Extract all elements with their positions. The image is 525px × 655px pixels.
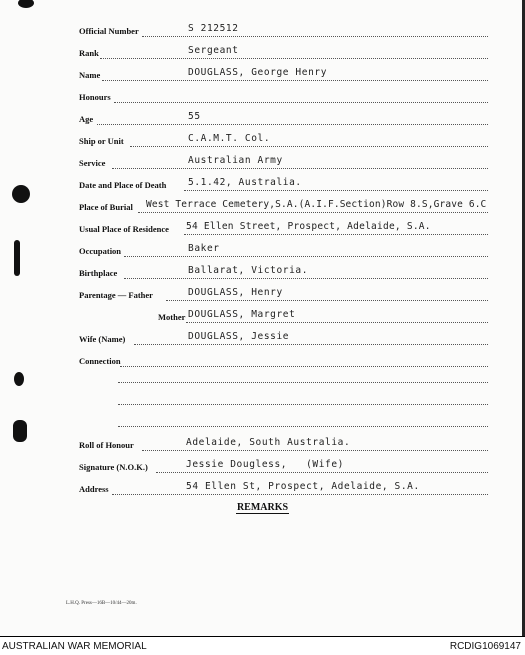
dotted-rule (184, 190, 488, 191)
dotted-rule (156, 472, 488, 473)
field-value: Ballarat, Victoria. (188, 265, 309, 276)
field-label: Roll of Honour (79, 440, 134, 450)
field-label: Usual Place of Residence (79, 224, 169, 234)
dotted-rule (124, 278, 488, 279)
dotted-rule (124, 256, 488, 257)
field-value: 55 (188, 111, 201, 122)
field-label: Signature (N.O.K.) (79, 462, 148, 472)
field-value: 54 Ellen St, Prospect, Adelaide, S.A. (186, 481, 420, 492)
field-label: Service (79, 158, 106, 168)
field-value: 54 Ellen Street, Prospect, Adelaide, S.A. (186, 221, 431, 232)
dotted-rule (114, 102, 488, 103)
dotted-rule (100, 58, 488, 59)
field-value: S 212512 (188, 23, 239, 34)
field-value: 5.1.42, Australia. (188, 177, 302, 188)
field-label: Occupation (79, 246, 122, 256)
field-signature-nok (0, 460, 525, 474)
field-label: Wife (Name) (79, 334, 126, 344)
field-value: C.A.M.T. Col. (188, 133, 271, 144)
archive-footer (0, 636, 525, 655)
dotted-rule (142, 36, 488, 37)
field-value: Sergeant (188, 45, 239, 56)
record-id: RCDIG1069147 (449, 641, 521, 652)
field-service (0, 156, 525, 170)
punch-hole-mark (18, 0, 34, 8)
dotted-rule (166, 300, 488, 301)
field-name (0, 68, 525, 82)
field-label: Honours (79, 92, 111, 102)
field-ship-or-unit (0, 134, 525, 148)
field-label: Connection (79, 356, 121, 366)
field-rank (0, 46, 525, 60)
field-age (0, 112, 525, 126)
field-label: Place of Burial (79, 202, 133, 212)
field-label: Official Number (79, 26, 139, 36)
field-label: Mother (158, 312, 186, 322)
field-connection (0, 354, 525, 368)
dotted-rule (112, 168, 488, 169)
field-value: Baker (188, 243, 220, 254)
dotted-rule (120, 366, 488, 367)
field-usual-residence (0, 222, 525, 236)
connection-extra-line (118, 382, 488, 383)
dotted-rule (130, 146, 488, 147)
punch-hole-mark (14, 372, 24, 386)
dotted-rule (186, 322, 488, 323)
connection-extra-line (118, 426, 488, 427)
dotted-rule (97, 124, 488, 125)
institution-name: AUSTRALIAN WAR MEMORIAL (2, 641, 147, 652)
dotted-rule (134, 344, 488, 345)
field-place-of-burial (0, 200, 525, 214)
field-value: DOUGLASS, Jessie (188, 331, 290, 342)
field-parentage-father (0, 288, 525, 302)
field-occupation (0, 244, 525, 258)
field-address (0, 482, 525, 496)
remarks-heading-text: REMARKS (236, 502, 289, 513)
field-label: Parentage — Father (79, 290, 153, 300)
form-print-number: L.H.Q. Press—16B—10/44—20m. (66, 601, 137, 606)
field-birthplace (0, 266, 525, 280)
dotted-rule (138, 212, 488, 213)
dotted-rule (184, 234, 488, 235)
field-wife-name (0, 332, 525, 346)
field-parentage-mother (0, 310, 525, 324)
field-label: Ship or Unit (79, 136, 124, 146)
field-label: Date and Place of Death (79, 180, 167, 190)
dotted-rule (112, 494, 488, 495)
field-value: Jessie Dougless, (Wife) (186, 459, 344, 470)
dotted-rule (142, 450, 488, 451)
field-date-place-of-death (0, 178, 525, 192)
connection-extra-line (118, 404, 488, 405)
field-label: Birthplace (79, 268, 118, 278)
field-value: Australian Army (188, 155, 283, 166)
field-honours (0, 90, 525, 104)
field-label: Rank (79, 48, 99, 58)
field-label: Address (79, 484, 109, 494)
field-value: West Terrace Cemetery,S.A.(A.I.F.Section)Row 8.S,Grave 6.C (146, 199, 487, 210)
field-value: DOUGLASS, Margret (188, 309, 296, 320)
field-official-number (0, 24, 525, 38)
dotted-rule (102, 80, 488, 81)
field-label: Age (79, 114, 94, 124)
field-roll-of-honour (0, 438, 525, 452)
field-label: Name (79, 70, 101, 80)
field-value: Adelaide, South Australia. (186, 437, 351, 448)
field-value: DOUGLASS, George Henry (188, 67, 328, 78)
field-value: DOUGLASS, Henry (188, 287, 283, 298)
remarks-heading (0, 502, 525, 513)
